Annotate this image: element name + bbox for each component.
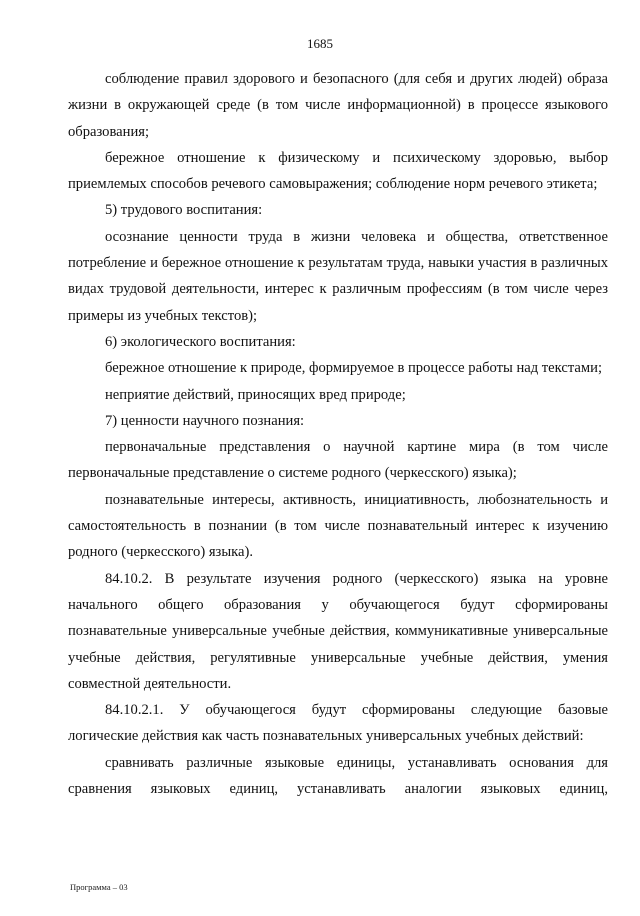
paragraph-labor-value: осознание ценности труда в жизни человека и общества, ответственное потребление и бережное отношение к результатам труда, навыки участия в различных видах трудовой деятельности, интерес к различным профессиям (в том числе через примеры из учебных текстов); (68, 228, 608, 324)
paragraph-compare-units: сравнивать различные языковые единицы, устанавливать основания для сравнения языковых единиц, устанавливать аналогии языковых единиц, (68, 754, 608, 798)
page-number: 1685 (307, 36, 333, 51)
paragraph-world-picture: первоначальные представления о научной картине мира (в том числе первоначальные представление о системе родного (черкесского) языка); (68, 439, 608, 482)
paragraph-nature-care: бережное отношение к природе, формируемое в процессе работы над текстами; (105, 360, 602, 377)
paragraph-health-care: бережное отношение к физическому и психическому здоровью, выбор приемлемых способов речевого самовыражения; соблюдение норм речевого этикета; (68, 149, 608, 193)
paragraph-nature-harm: неприятие действий, приносящих вред природе; (105, 386, 406, 403)
footer-program-label: Программа – 03 (70, 882, 128, 892)
paragraph-section-84-10-2: 84.10.2. В результате изучения родного (черкесского) языка на уровне начального общего образования у обучающегося будут сформированы познавательные универсальные учебные действия, коммуникативные универсальные учебные действия, регулятивные универсальные учебные действия, умения совместной деятельности. (68, 570, 608, 692)
heading-scientific-knowledge: 7) ценности научного познания: (105, 412, 305, 429)
paragraph-health-rules: соблюдение правил здорового и безопасного (для себя и других людей) образа жизни в окружающей среде (в том числе информационной) в процессе языкового образования; (68, 71, 608, 140)
heading-labor-education: 5) трудового воспитания: (105, 202, 263, 219)
document-body (68, 66, 608, 802)
paragraph-section-84-10-2-1: 84.10.2.1. У обучающегося будут сформированы следующие базовые логические действия как часть познавательных универсальных учебных действий: (68, 702, 608, 745)
paragraph-cognitive-interests: познавательные интересы, активность, инициативность, любознательность и самостоятельность в познании (в том числе познавательный интерес к изучению родного (черкесского) языка). (68, 491, 608, 561)
heading-ecological-education: 6) экологического воспитания: (105, 333, 296, 350)
